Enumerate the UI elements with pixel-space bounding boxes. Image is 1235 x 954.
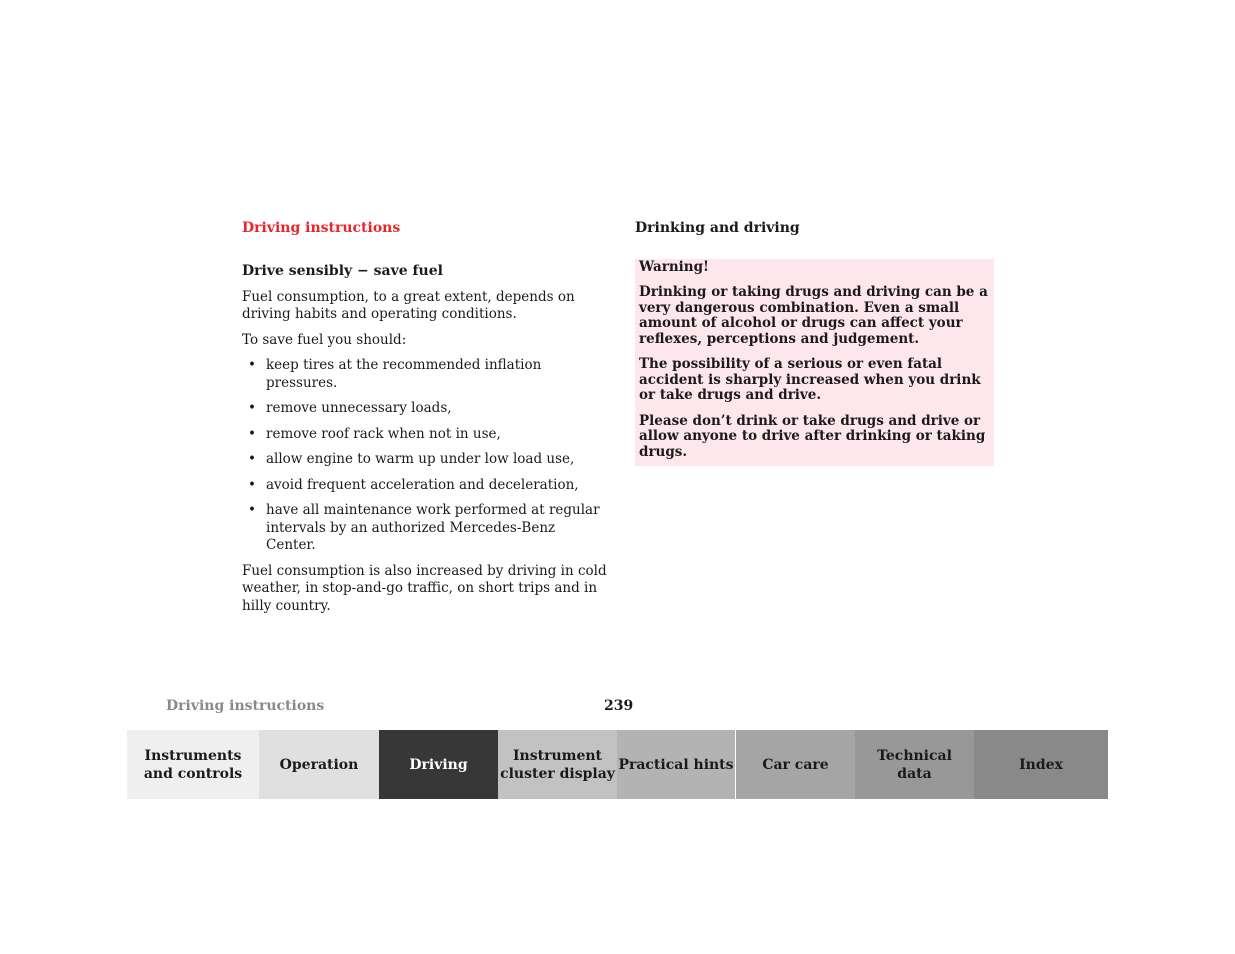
- intro-paragraph: Fuel consumption, to a great extent, depends on driving habits and operating conditions.: [242, 288, 575, 322]
- footer-section-label: Driving instructions: [166, 698, 325, 714]
- fuel-tips-list: [242, 357, 607, 555]
- warning-heading: Warning!: [639, 259, 709, 275]
- chapter-nav-bar: [127, 730, 1108, 799]
- fuel-saving-heading: Drive sensibly − save fuel: [242, 263, 443, 279]
- list-item: [242, 426, 607, 444]
- bullet-icon: •: [248, 502, 256, 518]
- nav-tab-operation[interactable]: Operation: [259, 730, 379, 799]
- list-item-text: keep tires at the recommended inflation pressures.: [266, 357, 542, 391]
- fuel-saving-section: [242, 263, 607, 623]
- nav-tab-instrument-cluster-display[interactable]: Instrument cluster display: [498, 730, 617, 799]
- list-item: [242, 400, 607, 418]
- bullet-icon: •: [248, 476, 256, 493]
- warning-paragraph: The possibility of a serious or even fatal accident is sharply increased when you drink or take drugs and drive.: [639, 356, 981, 403]
- warning-box: [635, 259, 994, 466]
- drinking-driving-title: Drinking and driving: [635, 220, 800, 236]
- nav-tab-car-care[interactable]: Car care: [736, 730, 855, 799]
- list-item-text: allow engine to warm up under low load use,: [266, 451, 575, 467]
- warning-paragraph: Drinking or taking drugs and driving can be a very dangerous combination. Even a small amount of alcohol or drugs can affect your reflexes, perceptions and judgement.: [639, 284, 988, 347]
- list-item-text: avoid frequent acceleration and deceleration,: [266, 476, 579, 493]
- nav-tab-instruments-and-controls[interactable]: Instruments and controls: [127, 730, 259, 799]
- lead-paragraph: To save fuel you should:: [242, 331, 407, 348]
- list-item: [242, 357, 607, 392]
- closing-paragraph: Fuel consumption is also increased by driving in cold weather, in stop-and-go traffic, on short trips and in hilly country.: [242, 562, 607, 614]
- nav-tab-technical-data[interactable]: Technical data: [855, 730, 974, 799]
- list-item-text: remove roof rack when not in use,: [266, 425, 501, 442]
- bullet-icon: •: [248, 425, 256, 442]
- nav-tab-index[interactable]: Index: [974, 730, 1108, 799]
- nav-tab-driving[interactable]: Driving: [379, 730, 498, 799]
- bullet-icon: •: [248, 451, 256, 467]
- page-number: 239: [604, 698, 634, 714]
- bullet-icon: •: [248, 357, 256, 373]
- list-item: [242, 477, 607, 495]
- list-item: [242, 502, 607, 555]
- bullet-icon: •: [248, 400, 256, 416]
- list-item-text: have all maintenance work performed at regular intervals by an authorized Mercedes-Benz Center.: [266, 502, 600, 553]
- list-item-text: remove unnecessary loads,: [266, 400, 452, 416]
- warning-paragraph: Please don’t drink or take drugs and drive or allow anyone to drive after drinking or taking drugs.: [639, 412, 986, 460]
- nav-tab-practical-hints[interactable]: Practical hints: [617, 730, 736, 799]
- list-item: [242, 451, 607, 469]
- section-title: Driving instructions: [242, 220, 401, 236]
